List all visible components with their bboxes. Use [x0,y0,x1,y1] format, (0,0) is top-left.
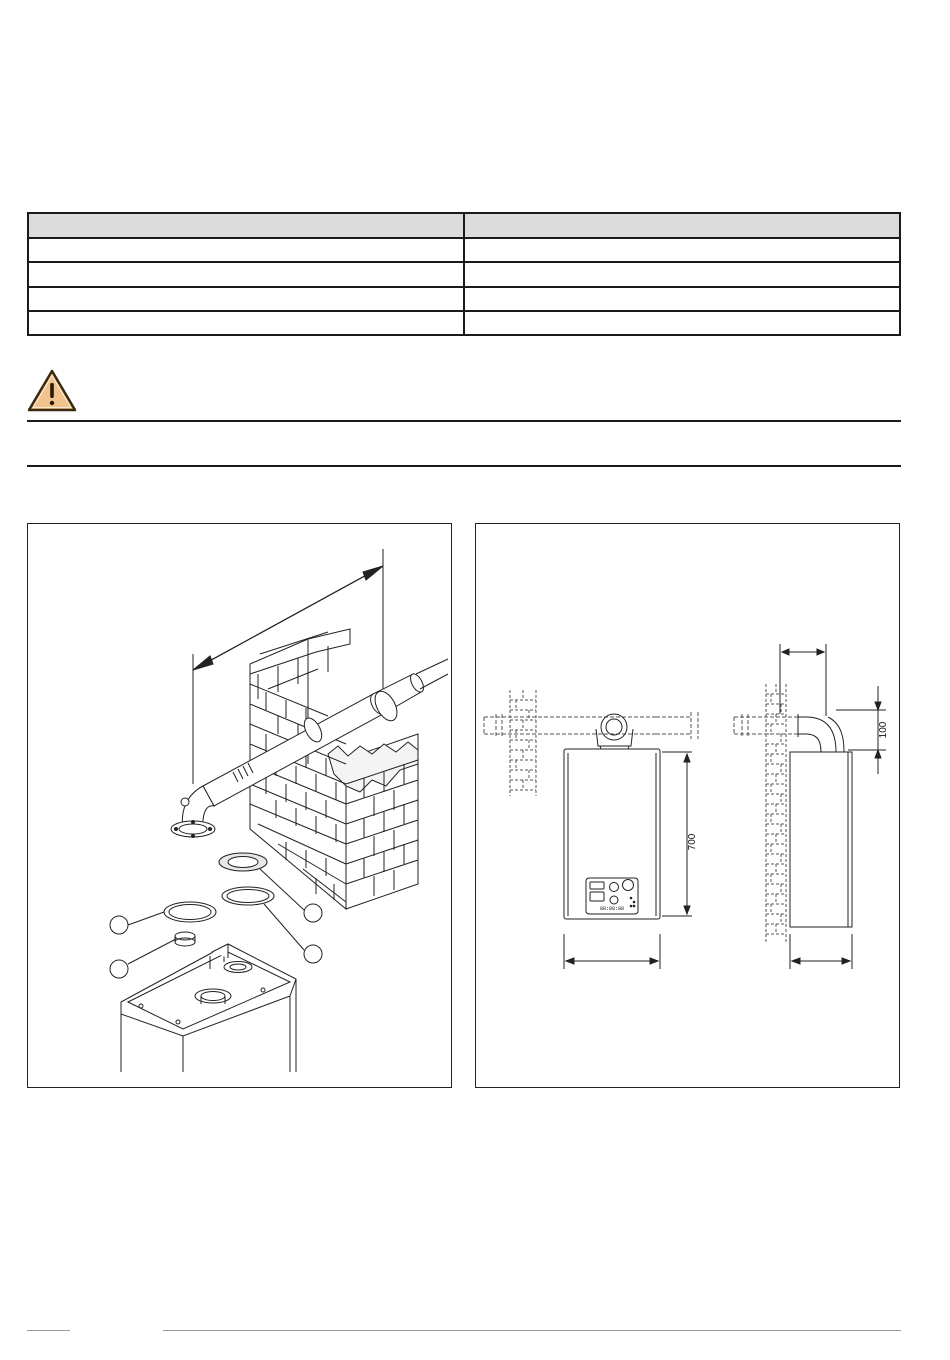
warning-text-area [27,426,901,460]
depth-dimension-side [790,934,852,969]
warning-triangle-icon [27,369,77,413]
table-row [28,311,900,335]
wall-section-front [510,690,536,796]
dimension-arrow-right [363,566,383,580]
table-row [28,238,900,262]
length-dimension-line [193,566,383,670]
figure-flue-kit-isometric [27,523,452,1088]
table-header-cell [464,213,900,238]
side-elevation [734,644,886,969]
wall-offset-dimension [780,644,826,716]
table-cell [464,311,900,335]
elbow-front [596,714,633,752]
control-panel-display: 88:88:88 [599,906,625,912]
dimension-arrow-left [193,656,213,670]
table-cell [464,287,900,311]
width-dimension-front [564,934,660,969]
footer-rule-left [27,1330,70,1331]
specification-table [27,212,901,336]
flue-side [734,714,806,737]
gasket-ring-right [222,887,274,905]
flue-kit-drawing [28,524,453,1089]
flange-plate-upper [219,853,267,871]
table-cell [28,262,464,286]
footer-rule-right [163,1330,901,1331]
callout-circle [304,904,322,922]
figure-elevations [475,523,900,1088]
table-row [28,262,900,286]
gasket-ring-left [164,902,216,922]
flue-pipe [203,659,448,806]
callout-circle [110,916,128,934]
table-cell [464,238,900,262]
table-row [28,287,900,311]
boiler-side [790,752,852,927]
elbow-side [794,714,851,752]
height-dimension-label: 700 [687,833,698,851]
elbow-offset-label: 100 [878,721,889,739]
table-cell [28,287,464,311]
warning-bottom-rule [27,465,901,467]
adapter-collar [175,932,195,946]
wall-section-side [766,684,786,944]
boiler-front [564,749,660,919]
flue-front-dashed [484,712,698,739]
front-elevation [484,690,698,969]
boiler-top-isometric [121,944,296,1072]
table-header-cell [28,213,464,238]
warning-top-rule [27,420,901,422]
callout-circle [110,960,128,978]
table-cell [28,311,464,335]
table-cell [28,238,464,262]
table-header-row [28,213,900,238]
elevation-drawing [476,524,901,1089]
callout-circle [304,945,322,963]
table-cell [464,262,900,286]
